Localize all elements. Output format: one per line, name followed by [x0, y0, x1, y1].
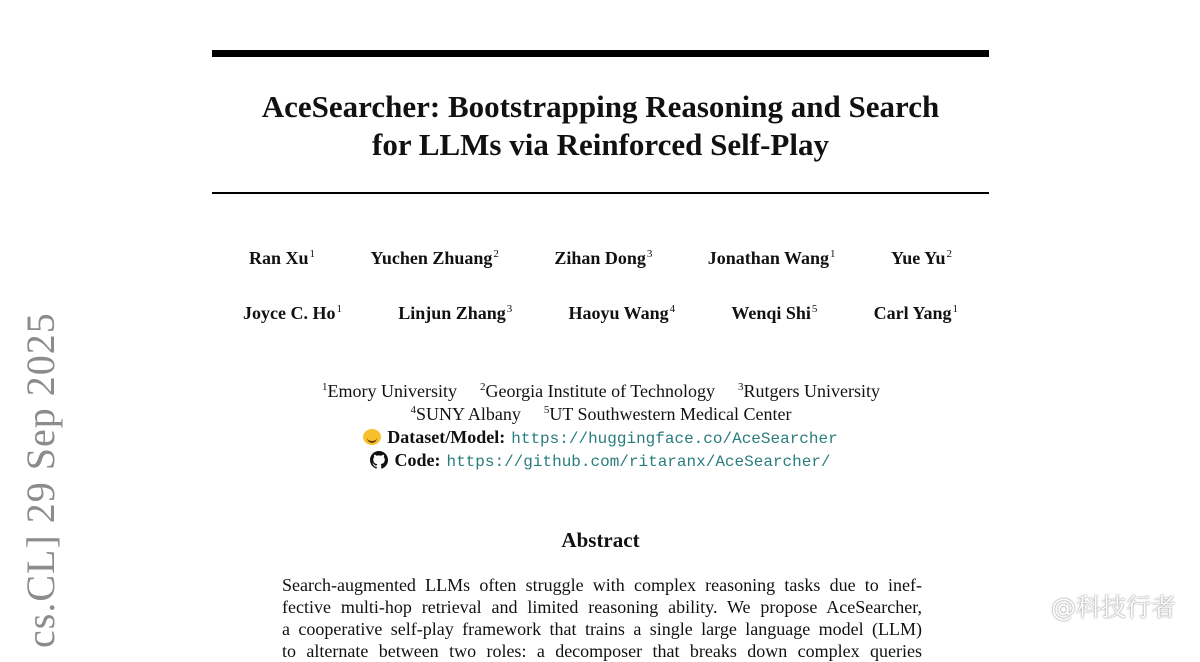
abstract-body	[282, 574, 922, 662]
code-label: Code:	[394, 450, 441, 470]
dataset-label: Dataset/Model:	[387, 427, 506, 447]
abstract-line: a cooperative self-play framework that trains a single large language model (LLM)	[282, 619, 922, 639]
github-icon	[370, 451, 388, 469]
author: Ran Xu$^1$	[249, 248, 316, 268]
abstract-line: fective multi-hop retrieval and limited reasoning ability. We propose AceSearcher,	[282, 597, 922, 617]
watermark: @科技行者	[1050, 593, 1176, 622]
author: Yuchen Zhuang$^2$	[370, 248, 499, 268]
title-top-rule	[212, 50, 989, 57]
author: Zihan Dong$^3$	[554, 248, 653, 268]
authors-row-2	[212, 303, 989, 324]
code-link-line	[212, 450, 989, 471]
authors-row-1	[212, 248, 989, 269]
author: Haoyu Wang$^4$	[568, 303, 676, 323]
author: Linjun Zhang$^3$	[398, 303, 513, 323]
author: Joyce C. Ho$^1$	[243, 303, 342, 323]
author: Carl Yang$^1$	[873, 303, 958, 323]
code-link[interactable]: https://github.com/ritaranx/AceSearcher/	[446, 453, 831, 471]
title-line-2: for LLMs via Reinforced Self-Play	[372, 127, 829, 162]
abstract-line: to alternate between two roles: a decomposer that breaks down complex queries	[282, 641, 922, 661]
author: Yue Yu$^2$	[890, 248, 952, 268]
title-line-1: AceSearcher: Bootstrapping Reasoning and Search	[261, 89, 940, 124]
hugging-face-emoji-icon	[363, 429, 381, 445]
title-bottom-rule	[212, 192, 989, 194]
abstract-heading: Abstract	[561, 528, 640, 552]
author: Wenqi Shi$^5$	[731, 303, 818, 323]
dataset-link-line	[212, 427, 989, 448]
dataset-link[interactable]: https://huggingface.co/AceSearcher	[511, 430, 838, 448]
author: Jonathan Wang$^1$	[707, 248, 836, 268]
paper-title	[212, 88, 989, 164]
affiliations-line-2: $^4$SUNY Albany $^5$UT Southwestern Medical Center	[410, 404, 792, 424]
arxiv-side-stamp: cs.CL] 29 Sep 2025	[18, 312, 63, 648]
affiliations-line-1: $^1$Emory University $^2$Georgia Institute of Technology $^3$Rutgers University	[321, 381, 880, 401]
abstract-line: Search-augmented LLMs often struggle with complex reasoning tasks due to inef-	[282, 575, 922, 595]
